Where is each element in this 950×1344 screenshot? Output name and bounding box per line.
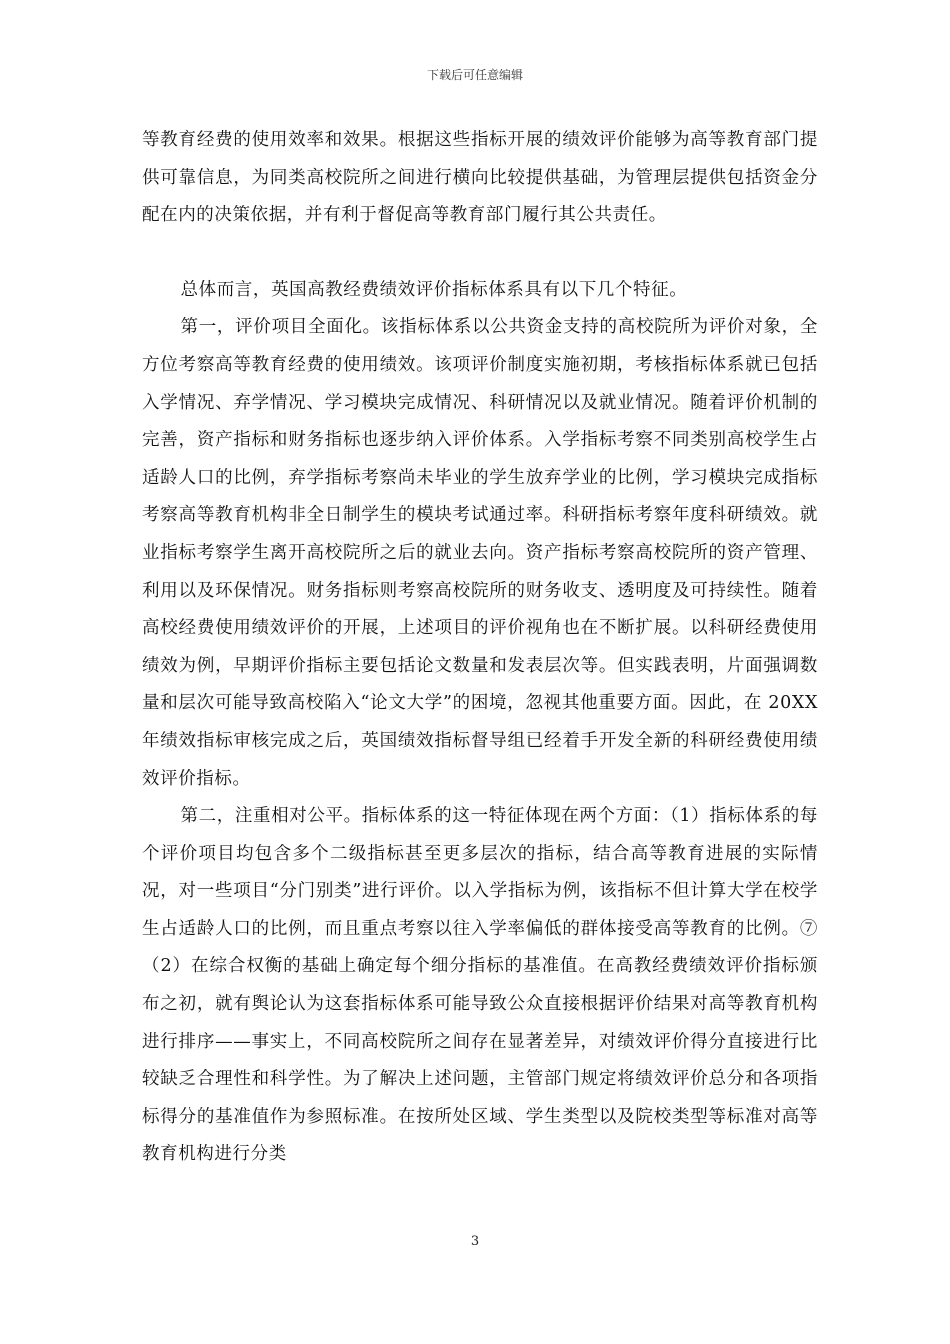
document-body — [142, 122, 818, 1174]
paragraph-overview: 总体而言，英国高教经费绩效评价指标体系具有以下几个特征。 — [180, 279, 688, 300]
paragraph-first-feature: 第一，评价项目全面化。该指标体系以公共资金支持的高校院所为评价对象，全方位考察高等教育经费的使用绩效。该项评价制度实施初期，考核指标体系就已包括入学情况、弃学情况、学习模块完成情况、科研情况以及就业情况。随着评价机制的完善，资产指标和财务指标也逐步纳入评价体系。入学指标考察不同类别高校学生占适龄人口的比例，弃学指标考察尚未毕业的学生放弃学业的比例，学习模块完成指标考察高等教育机构非全日制学生的模块考试通过率。科研指标考察年度科研绩效。就业指标考察学生离开高校院所之后的就业去向。资产指标考察高校院所的资产管理、利用以及环保情况。财务指标则考察高校院所的财务收支、透明度及可持续性。随着高校经费使用绩效评价的开展，上述项目的评价视角也在不断扩展。以科研经费使用绩效为例，早期评价指标主要包括论文数量和发表层次等。但实践表明，片面强调数量和层次可能导致高校陷入“论文大学”的困境，忽视其他重要方面。因此，在 20XX 年绩效指标审核完成之后，英国绩效指标督导组已经着手开发全新的科研经费使用绩效评价指标。 — [142, 317, 818, 789]
page-header: 下载后可任意编辑 — [426, 68, 523, 82]
paragraph-second-feature: 第二，注重相对公平。指标体系的这一特征体现在两个方面：（1）指标体系的每个评价项目均包含多个二级指标甚至更多层次的指标，结合高等教育进展的实际情况，对一些项目“分门别类”进行评价。以入学指标为例，该指标不但计算大学在校学生占适龄人口的比例，而且重点考察以往入学率偏低的群体接受高等教育的比例。⑦（2）在综合权衡的基础上确定每个细分指标的基准值。在高教经费绩效评价指标颁布之初，就有舆论认为这套指标体系可能导致公众直接根据评价结果对高等教育机构进行排序——事实上，不同高校院所之间存在显著差异，对绩效评价得分直接进行比较缺乏合理性和科学性。为了解决上述问题，主管部门规定将绩效评价总分和各项指标得分的基准值作为参照标准。在按所处区域、学生类型以及院校类型等标准对高等教育机构进行分类 — [142, 806, 818, 1165]
paragraph-gap — [142, 235, 818, 272]
page-number: 3 — [470, 1234, 480, 1249]
paragraph-continuation: 等教育经费的使用效率和效果。根据这些指标开展的绩效评价能够为高等教育部门提供可靠信息，为同类高校院所之间进行横向比较提供基础，为管理层提供包括资金分配在内的决策依据，并有利于督促高等教育部门履行其公共责任。 — [142, 130, 818, 226]
